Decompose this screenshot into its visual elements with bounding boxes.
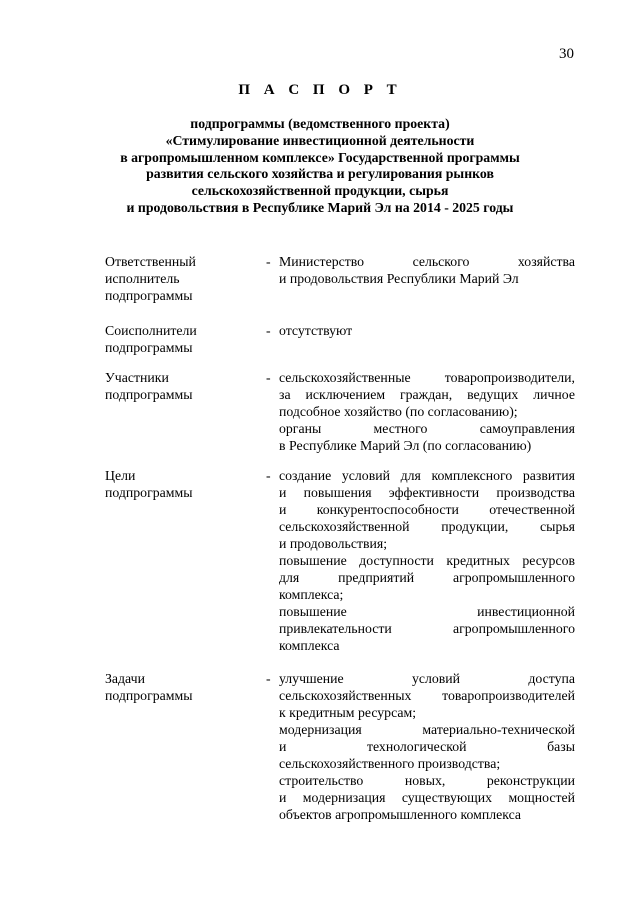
value-line: отсутствуют [279, 323, 353, 338]
row-value [279, 467, 575, 654]
value-line: к кредитным ресурсам; [279, 705, 417, 720]
subtitle-line: и продовольствия в Республике Марий Эл на 2014 - 2025 годы [126, 199, 514, 215]
value-line: сельскохозяйственные товаропроизводители, [279, 370, 575, 385]
subtitle-line: развития сельского хозяйства и регулирования рынков [146, 166, 494, 182]
value-line: и модернизация существующих мощностей [279, 790, 575, 805]
value-line: в Республике Марий Эл (по согласованию) [279, 438, 532, 453]
label-line: подпрограммы [105, 387, 193, 402]
value-line: строительство новых, реконструкции [279, 773, 575, 788]
value-line: и продовольствия; [279, 536, 388, 551]
value-line: и технологической базы [279, 739, 575, 754]
value-line: сельскохозяйственных товаропроизводителей [279, 688, 575, 703]
label-line: подпрограммы [105, 485, 193, 500]
value-line: и продовольствия Республики Марий Эл [279, 271, 519, 286]
value-line: Министерство сельского хозяйства [279, 254, 575, 269]
value-line: объектов агропромышленного комплекса [279, 807, 522, 822]
label-line: подпрограммы [105, 688, 193, 703]
document-title: П А С П О Р Т [238, 82, 402, 98]
value-line: подсобное хозяйство (по согласованию); [279, 404, 518, 419]
label-line: Ответственный [105, 254, 196, 269]
subtitle-line: сельскохозяйственной продукции, сырья [191, 183, 449, 199]
label-line: Соисполнители [105, 323, 197, 338]
label-line: Участники [105, 370, 169, 385]
page-number: 30 [559, 46, 574, 62]
row-label [105, 253, 255, 304]
row-dash: - [266, 370, 271, 385]
label-line: исполнитель [105, 271, 180, 286]
value-line: повышение доступности кредитных ресурсов [279, 553, 575, 568]
row-label [105, 467, 255, 501]
value-line: за исключением граждан, ведущих личное [279, 387, 575, 402]
subtitle-line: в агропромышленном комплексе» Государственной программы [120, 149, 520, 165]
value-line: комплекса [279, 638, 340, 653]
row-value [279, 322, 575, 339]
row-dash: - [266, 671, 271, 686]
value-line: комплекса; [279, 587, 344, 602]
value-line: сельскохозяйственной продукции, сырья [279, 519, 575, 534]
value-line: модернизация материально-технической [279, 722, 575, 737]
row-label [105, 670, 255, 704]
value-line: сельскохозяйственного производства; [279, 756, 501, 771]
subtitle-line: «Стимулирование инвестиционной деятельности [165, 132, 475, 148]
row-label [105, 369, 255, 403]
value-line: повышение инвестиционной [279, 604, 575, 619]
subtitle-line: подпрограммы (ведомственного проекта) [190, 116, 450, 131]
value-line: и повышения эффективности производства [279, 485, 575, 500]
row-dash: - [266, 254, 271, 269]
value-line: улучшение условий доступа [279, 671, 575, 686]
value-line: для предприятий агропромышленного [279, 570, 575, 585]
row-dash: - [266, 468, 271, 483]
value-line: привлекательности агропромышленного [279, 621, 575, 636]
label-line: подпрограммы [105, 340, 193, 355]
row-value [279, 369, 575, 454]
label-line: подпрограммы [105, 288, 193, 303]
label-line: Задачи [105, 671, 145, 686]
row-value [279, 670, 575, 823]
value-line: и конкурентоспособности отечественной [279, 502, 575, 517]
label-line: Цели [105, 468, 136, 483]
row-label [105, 322, 255, 356]
document-subtitle [70, 116, 570, 217]
row-dash: - [266, 323, 271, 338]
value-line: создание условий для комплексного развития [279, 468, 575, 483]
value-line: органы местного самоуправления [279, 421, 575, 436]
row-value [279, 253, 575, 287]
